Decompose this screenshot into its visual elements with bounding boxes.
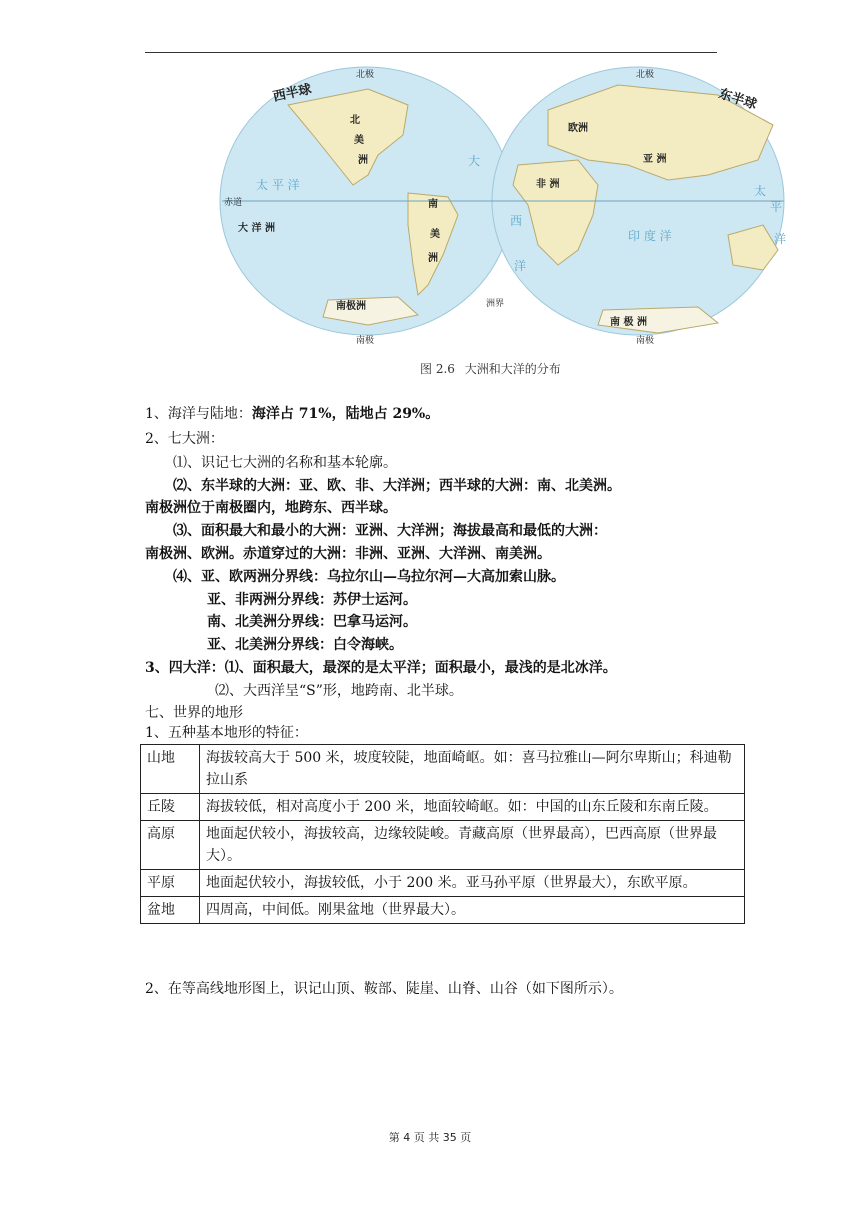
pacific-east-label-2: 平 — [770, 200, 783, 214]
south-america-label-1: 南 — [428, 199, 438, 210]
line-ocean-land-label: 1、海洋与陆地： — [145, 406, 252, 422]
asia-label: 亚 洲 — [643, 154, 667, 165]
atlantic-east-label-2: 洋 — [514, 259, 527, 273]
landform-description: 海拔较低，相对高度小于 200 米，地面较崎岖。如：中国的山东丘陵和东南丘陵。 — [200, 794, 745, 821]
line-continents-2b: 南极洲位于南极圈内，地跨东、西半球。 — [145, 500, 397, 516]
europe-label: 欧洲 — [568, 123, 588, 134]
landform-table — [140, 744, 745, 924]
line-four-oceans: 3、四大洋：⑴、面积最大，最深的是太平洋；面积最小，最浅的是北冰洋。 — [145, 660, 617, 676]
world-map-figure — [218, 65, 788, 345]
line-asia-africa-boundary: 亚、非两洲分界线：苏伊士运河。 — [207, 592, 417, 608]
landform-name: 盆地 — [141, 897, 200, 924]
north-pole-west-label: 北极 — [356, 70, 375, 80]
line-seven-continents: 2、七大洲： — [145, 431, 224, 447]
line-continents-2: ⑵、东半球的大洲：亚、欧、非、大洋洲；西半球的大洲：南、北美洲。 — [173, 478, 621, 494]
figure-number: 图 2.6 — [420, 362, 455, 376]
landform-name: 高原 — [141, 821, 200, 870]
south-pole-west-label: 南极 — [356, 336, 375, 345]
landform-row — [141, 870, 745, 897]
boundary-legend-label: 洲界 — [486, 299, 505, 309]
south-america-label-3: 洲 — [428, 253, 438, 264]
section-world-terrain: 七、世界的地形 — [145, 705, 243, 721]
landform-row — [141, 745, 745, 794]
north-america-label-3: 洲 — [358, 155, 368, 166]
line-atlantic: ⑵、大西洋呈“S”形，地跨南、北半球。 — [215, 683, 463, 699]
atlantic-east-label-1: 西 — [510, 214, 523, 228]
line-asia-namerica-boundary: 亚、北美洲分界线：白令海峡。 — [207, 637, 403, 653]
line-americas-boundary: 南、北美洲分界线：巴拿马运河。 — [207, 614, 417, 630]
header-rule — [145, 52, 717, 53]
pacific-east-label-3: 洋 — [774, 232, 787, 246]
landform-description: 地面起伏较小，海拔较低，小于 200 米。亚马孙平原（世界最大），东欧平原。 — [200, 870, 745, 897]
landform-row — [141, 794, 745, 821]
landform-name: 山地 — [141, 745, 200, 794]
landform-row — [141, 821, 745, 870]
line-continents-3: ⑶、面积最大和最小的大洲：亚洲、大洋洲；海拔最高和最低的大洲： — [173, 523, 607, 539]
west-hemisphere-label: 西半球 — [271, 82, 313, 105]
line-ocean-land — [145, 403, 439, 425]
pacific-east-label-1: 太 — [754, 184, 767, 198]
figure-title: 大洲和大洋的分布 — [464, 362, 561, 376]
page-footer: 第 4 页 共 35 页 — [388, 1131, 472, 1144]
north-america-label-1: 北 — [350, 115, 360, 126]
atlantic-west-label: 大 — [468, 154, 481, 168]
landform-name: 平原 — [141, 870, 200, 897]
world-map — [218, 65, 788, 345]
north-america-label-2: 美 — [354, 135, 364, 146]
indian-ocean-label: 印 度 洋 — [628, 229, 672, 243]
line-continents-4: ⑷、亚、欧两洲分界线：乌拉尔山—乌拉尔河—大高加索山脉。 — [173, 569, 565, 585]
north-pole-east-label: 北极 — [636, 70, 655, 80]
line-ocean-land-value: 海洋占 71%，陆地占 29%。 — [251, 406, 440, 422]
line-five-landforms: 1、五种基本地形的特征： — [145, 725, 308, 741]
antarctica-east-label: 南 极 洲 — [610, 317, 647, 328]
landform-row — [141, 897, 745, 924]
landform-description: 海拔较高大于 500 米，坡度较陡，地面崎岖。如：喜马拉雅山—阿尔卑斯山；科迪勒拉山系 — [200, 745, 745, 794]
pacific-west-label: 太 平 洋 — [256, 178, 300, 192]
equator-label: 赤道 — [224, 198, 243, 208]
east-hemisphere-label: 东半球 — [716, 86, 759, 113]
line-continents-1: ⑴、识记七大洲的名称和基本轮廓。 — [173, 455, 397, 471]
oceania-west-label: 大 洋 洲 — [238, 223, 275, 234]
line-continents-3b: 南极洲、欧洲。赤道穿过的大洲：非洲、亚洲、大洋洲、南美洲。 — [145, 546, 551, 562]
south-america-label-2: 美 — [430, 229, 440, 240]
south-pole-east-label: 南极 — [636, 336, 655, 345]
africa-label: 非 洲 — [536, 179, 560, 190]
landform-description: 地面起伏较小，海拔较高，边缘较陡峻。青藏高原（世界最高），巴西高原（世界最大）。 — [200, 821, 745, 870]
figure-caption — [420, 360, 567, 377]
landform-name: 丘陵 — [141, 794, 200, 821]
antarctica-west-label: 南极洲 — [336, 301, 366, 312]
landform-description: 四周高，中间低。刚果盆地（世界最大）。 — [200, 897, 745, 924]
line-contour-map: 2、在等高线地形图上，识记山顶、鞍部、陡崖、山脊、山谷（如下图所示）。 — [145, 981, 623, 997]
